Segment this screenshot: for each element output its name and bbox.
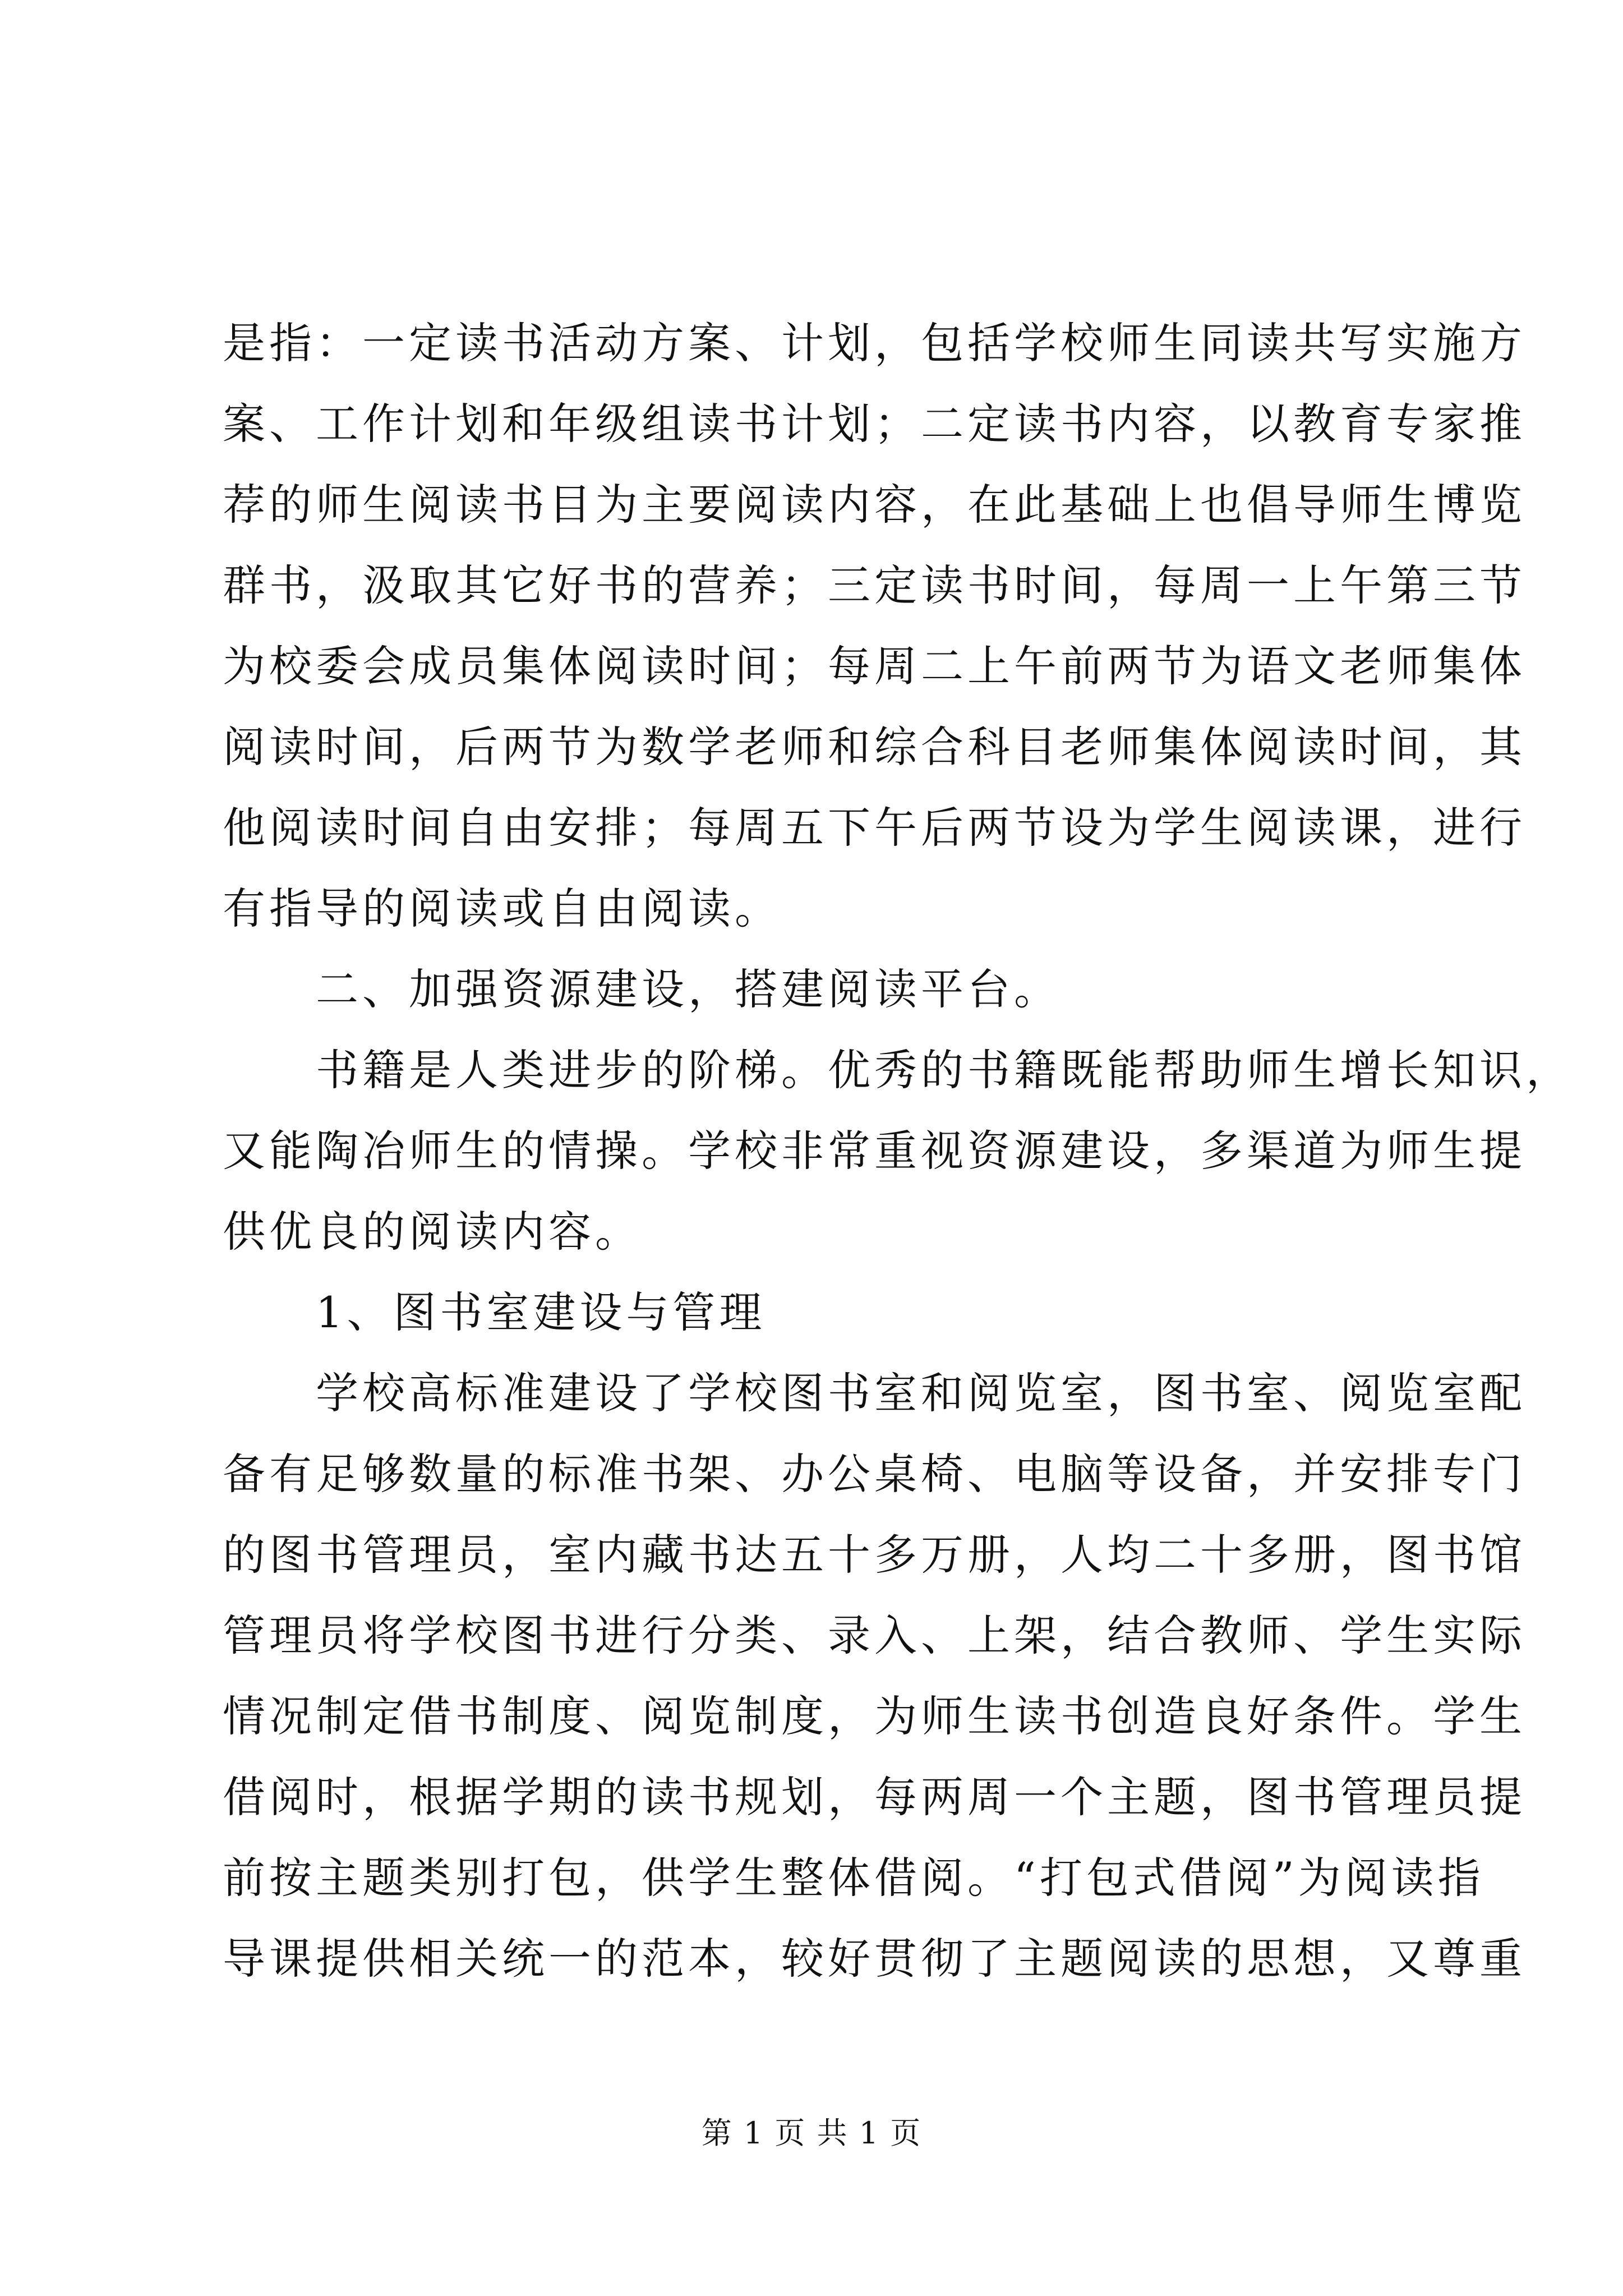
subsection-heading: 1、图书室建设与管理: [223, 1287, 766, 1337]
text-line: 导课提供相关统一的范本，较好贯彻了主题阅读的思想，又尊重: [223, 1934, 1526, 1984]
text-line: 前按主题类别打包，供学生整体借阅。“打包式借阅”为阅读指: [223, 1853, 1484, 1903]
text-line: 荐的师生阅读书目为主要阅读内容，在此基础上也倡导师生博览: [223, 480, 1526, 530]
text-line: 学校高标准建设了学校图书室和阅览室，图书室、阅览室配: [223, 1368, 1526, 1418]
text-line: 备有足够数量的标准书架、办公桌椅、电脑等设备，并安排专门: [223, 1449, 1526, 1499]
text-line: 为校委会成员集体阅读时间；每周二上午前两节为语文老师集体: [223, 641, 1526, 691]
text-line: 管理员将学校图书进行分类、录入、上架，结合教师、学生实际: [223, 1611, 1526, 1660]
text-line: 群书，汲取其它好书的营养；三定读书时间，每周一上午第三节: [223, 560, 1526, 610]
text-line: 是指：一定读书活动方案、计划，包括学校师生同读共写实施方: [223, 318, 1526, 368]
text-line: 借阅时，根据学期的读书规划，每两周一个主题，图书管理员提: [223, 1772, 1526, 1822]
section-heading: 二、加强资源建设，搭建阅读平台。: [223, 964, 1061, 1014]
page-footer: 第 1 页 共 1 页: [701, 2115, 922, 2151]
body-text: [223, 303, 1573, 1999]
text-line: 情况制定借书制度、阅览制度，为师生读书创造良好条件。学生: [223, 1691, 1526, 1741]
text-line: 案、工作计划和年级组读书计划；二定读书内容，以教育专家推: [223, 399, 1526, 449]
text-line: 供优良的阅读内容。: [223, 1207, 642, 1257]
text-line: 有指导的阅读或自由阅读。: [223, 884, 781, 933]
text-line: 阅读时间，后两节为数学老师和综合科目老师集体阅读时间，其: [223, 722, 1526, 772]
text-line: 他阅读时间自由安排；每周五下午后两节设为学生阅读课，进行: [223, 803, 1526, 853]
text-line: 又能陶冶师生的情操。学校非常重视资源建设，多渠道为师生提: [223, 1126, 1526, 1176]
text-line: 的图书管理员，室内藏书达五十多万册，人均二十多册，图书馆: [223, 1530, 1526, 1580]
text-line: 书籍是人类进步的阶梯。优秀的书籍既能帮助师生增长知识，: [223, 1045, 1573, 1095]
